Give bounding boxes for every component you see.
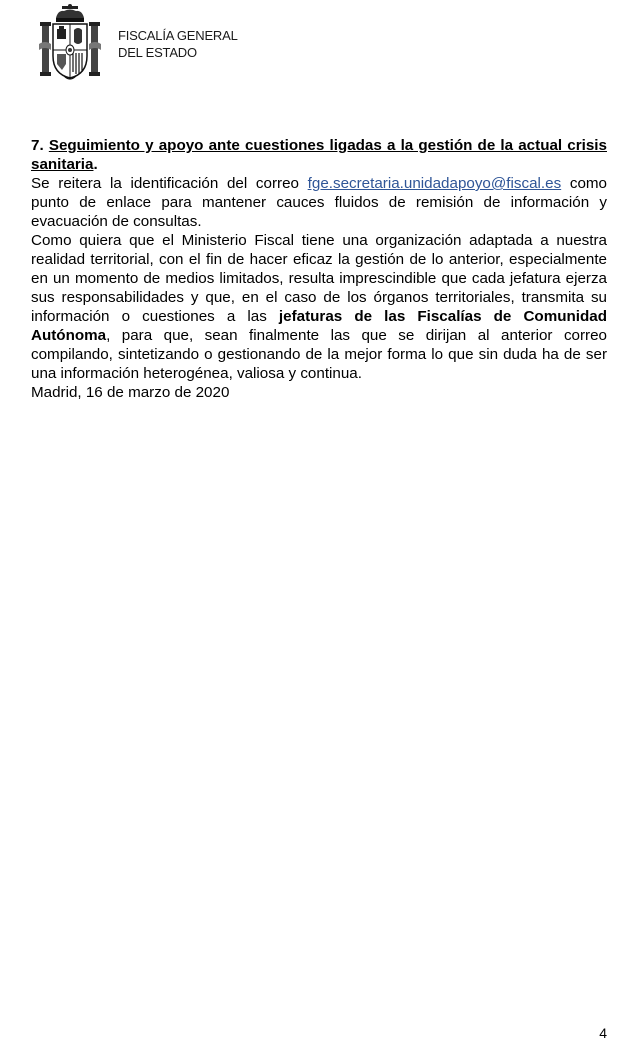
organization-name	[118, 27, 238, 61]
section-number: 7.	[31, 137, 44, 154]
org-name-line2: DEL ESTADO	[118, 45, 197, 60]
section-heading	[31, 136, 607, 174]
section-title: Seguimiento y apoyo ante cuestiones ligadas a la gestión de la actual crisis sanitaria	[31, 137, 607, 173]
page-number: 4	[599, 1025, 607, 1041]
paragraph-territorial-organization	[31, 231, 607, 383]
paragraph-contact-email	[31, 174, 607, 231]
org-name-line1: FISCALÍA GENERAL	[118, 28, 238, 43]
contact-email-link[interactable]: fge.secretaria.unidadapoyo@fiscal.es	[307, 175, 562, 192]
paragraph1-text-after: como punto de enlace para mantener cauces fluidos de remisión de información y evacuación de consultas.	[31, 175, 607, 230]
signature-date: Madrid, 16 de marzo de 2020	[31, 384, 230, 401]
section-title-punct: .	[93, 156, 98, 173]
paragraph2-bold-text: jefaturas de las Fiscalías de Comunidad Autónoma	[31, 308, 607, 344]
paragraph2-text-part2: , para que, sean finalmente las que se dirijan al anterior correo compilando, sintetizando o gestionando de la mejor forma lo que sin duda ha de ser una información heterogénea, valiosa y continua.	[31, 327, 607, 382]
coat-of-arms-icon	[38, 4, 102, 84]
document-body	[31, 136, 607, 402]
paragraph2-text-part1: Como quiera que el Ministerio Fiscal tiene una organización adaptada a nuestra realidad territorial, con el fin de hacer eficaz la gestión de lo anterior, especialmente en un momento de medios limitados, resulta imprescindible que cada jefatura ejerza sus responsabilidades y que, en el caso de los órganos territoriales, transmita su información o cuestiones a las	[31, 232, 607, 325]
document-header	[38, 4, 238, 84]
paragraph1-text-before: Se reitera la identificación del correo	[31, 175, 308, 192]
